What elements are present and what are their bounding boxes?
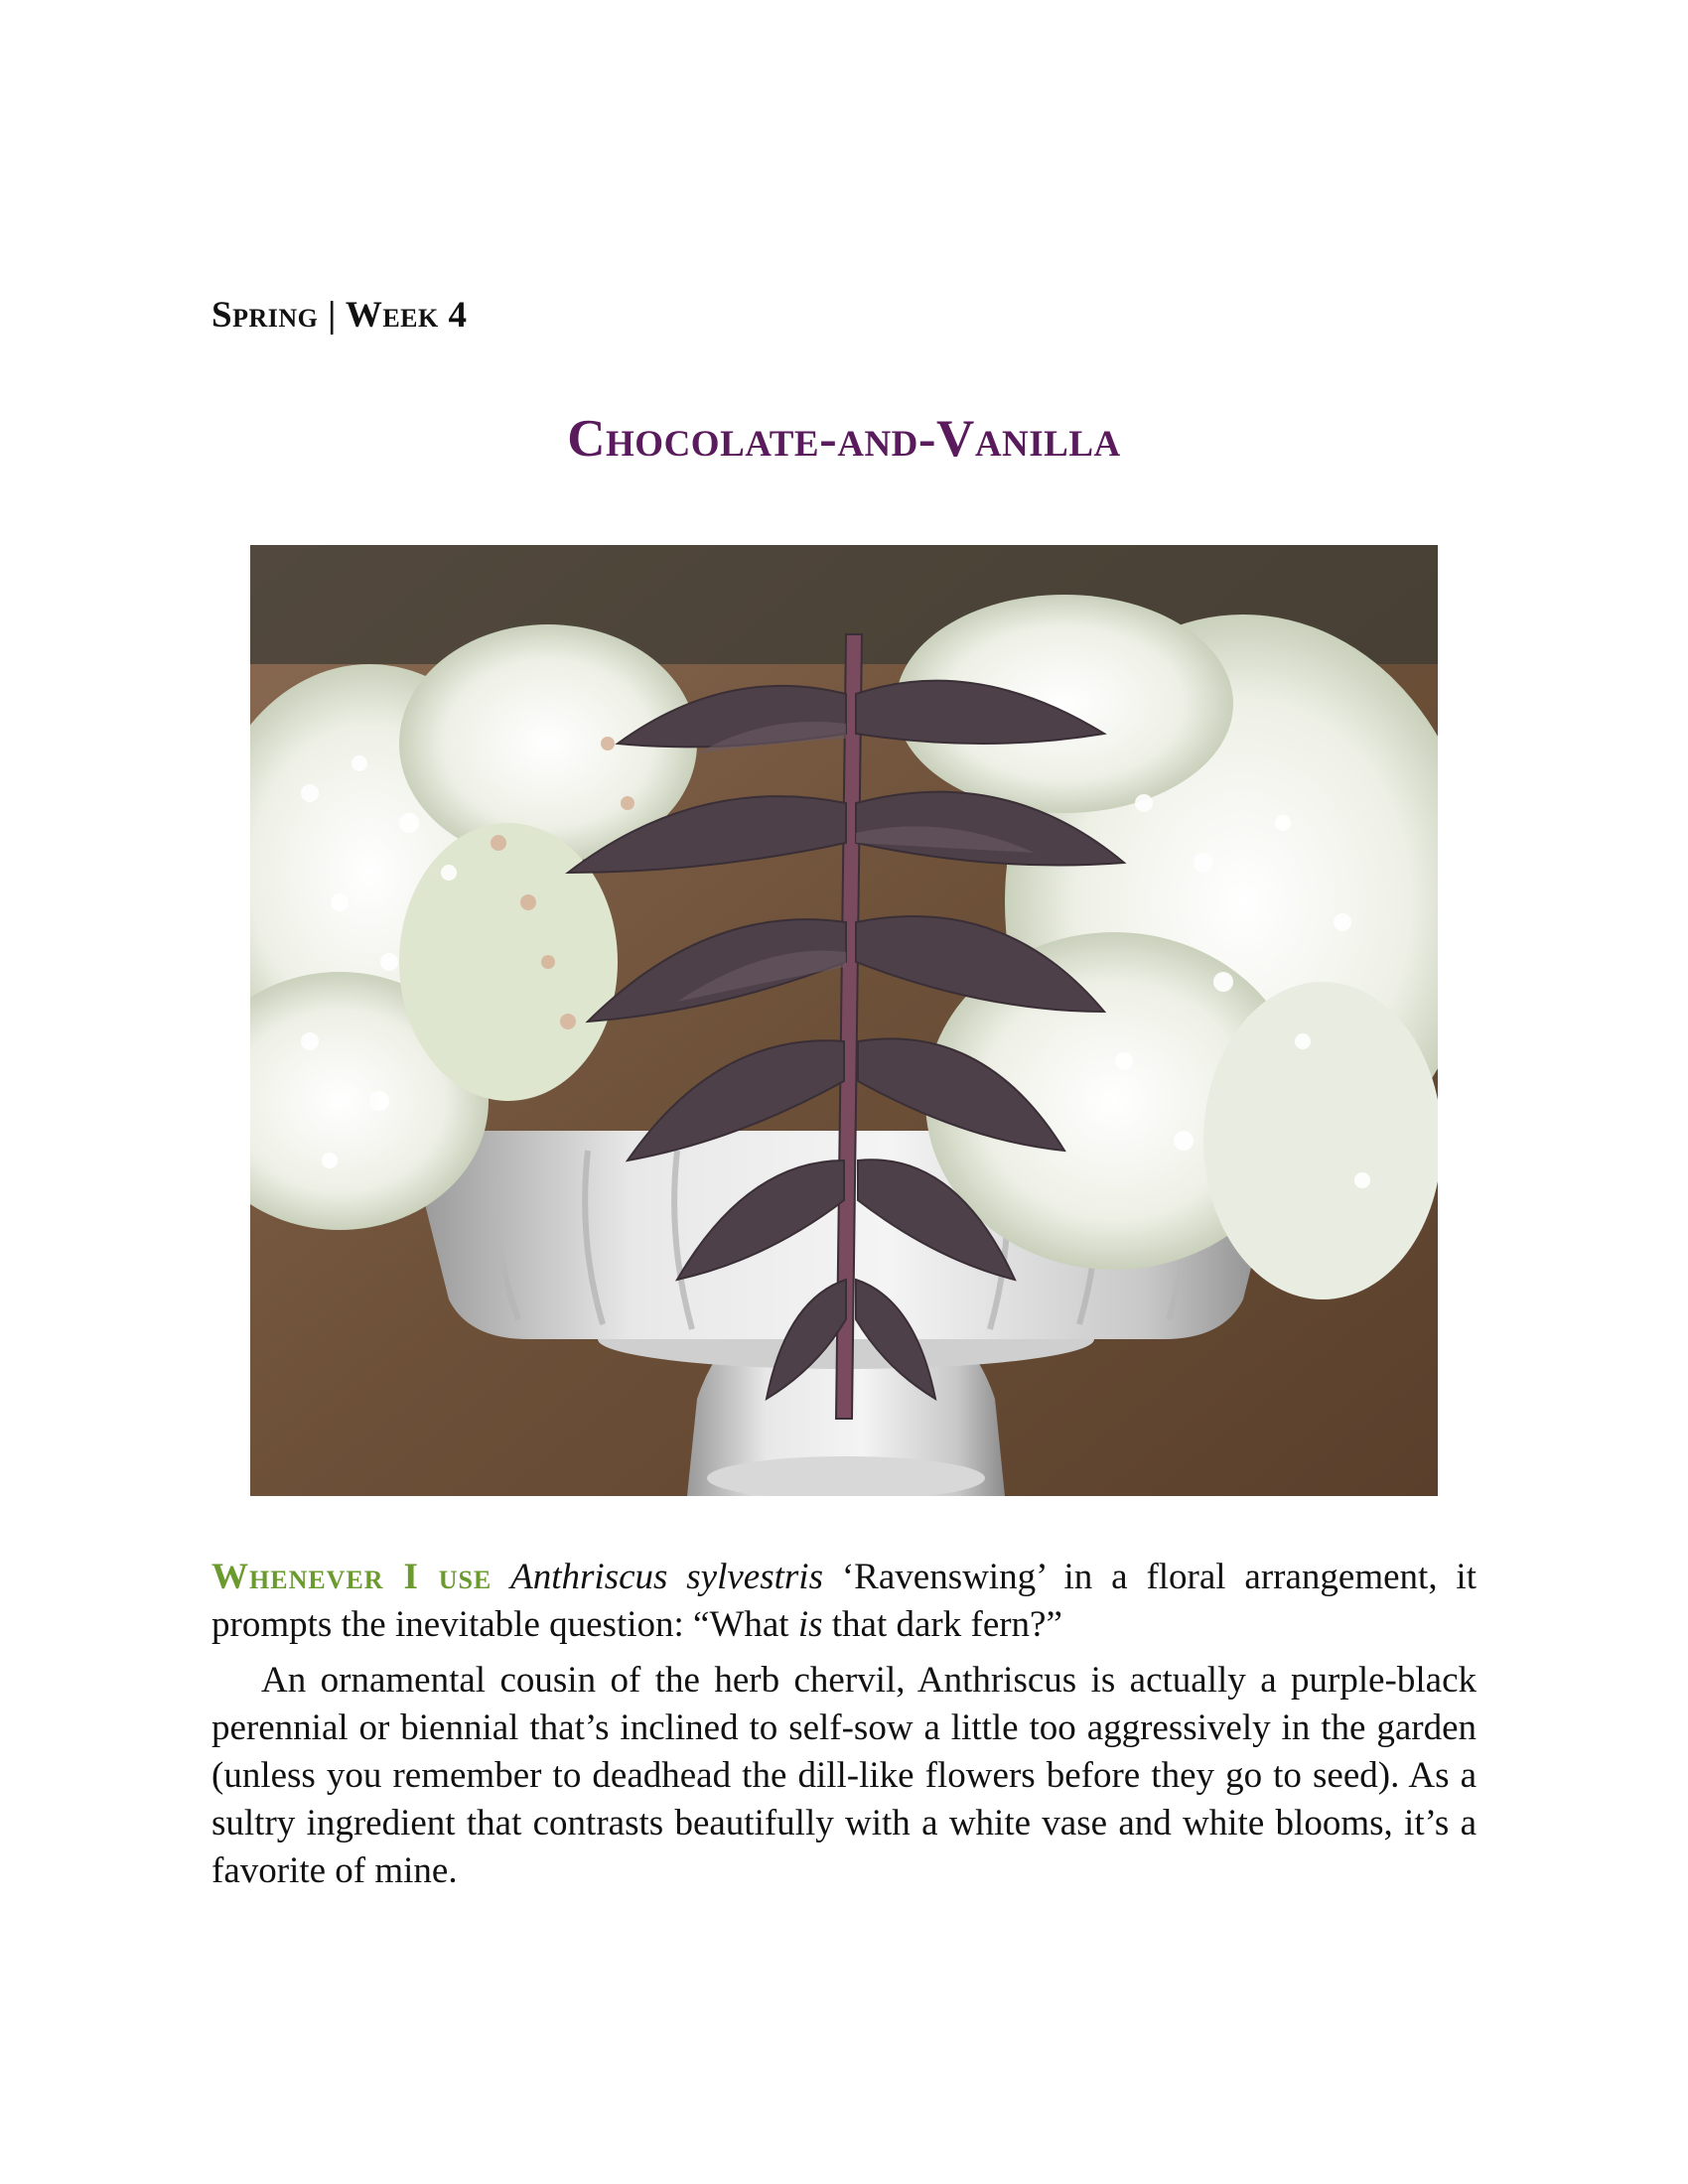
paragraph-2: An ornamental cousin of the herb chervil, Anthriscus is actually a purple-black perennial or biennial that’s inclined to self-sow a little too aggressively in the garden (unless you remember to deadhead the dill-like flowers before they go to seed). As a sultry ingredient that contrasts beautifully with a white vase and white blooms, it’s a favorite of mine.	[211, 1660, 1477, 1891]
body-text	[211, 1554, 1477, 1895]
emphasis-word: is	[797, 1604, 823, 1645]
flower-arrangement-photo	[250, 545, 1438, 1496]
photo-illustration	[250, 545, 1438, 1496]
lead-in: Whenever I use	[211, 1557, 492, 1597]
section-header: Spring | Week 4	[211, 295, 468, 336]
chapter-title: Chocolate-and-Vanilla	[567, 410, 1121, 468]
scientific-name: Anthriscus sylvestris	[510, 1557, 823, 1597]
paragraph-1-text: ‘Ravenswing’ in a floral arrangement, it prompts the inevitable question: “What	[211, 1557, 1477, 1645]
paragraph-1	[211, 1554, 1477, 1649]
paragraph-1-end: that dark fern?”	[831, 1604, 1062, 1645]
